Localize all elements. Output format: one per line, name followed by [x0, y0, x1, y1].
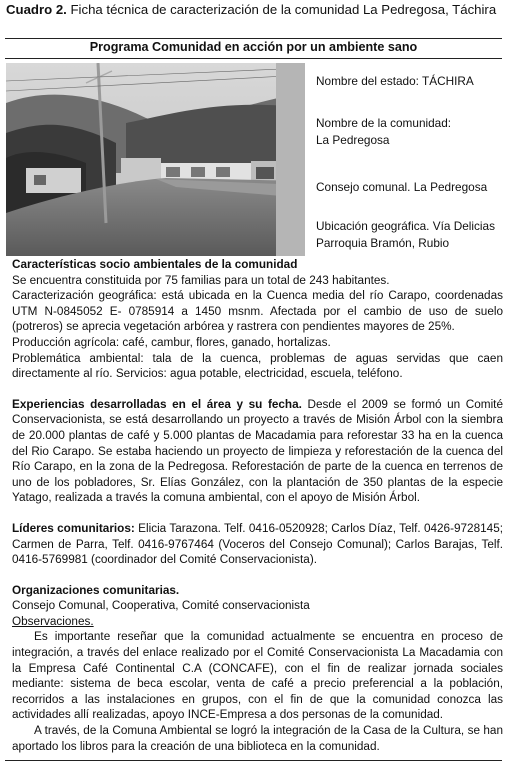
- communal-council: Consejo comunal. La Pedregosa: [316, 180, 488, 194]
- community-name-label: Nombre de la comunidad:: [316, 116, 452, 130]
- experiences-heading: Experiencias desarrolladas en el área y su fecha.: [12, 397, 302, 411]
- socio-geography: Caracterización geográfica: está ubicada en la Cuenca media del río Carapo, coordenadas UTM N-0845052 E- 0785914 a 1450 msnm. Afectada por el cambio de uso de suelo (potreros) se aprecia vegetación arbórea y rastrera con pendientes mayores de 25%.: [12, 289, 503, 334]
- organizations-text: Consejo Comunal, Cooperativa, Comité conservacionista: [12, 599, 310, 613]
- leaders-paragraph: [12, 521, 503, 568]
- state-name: Nombre del estado: TÁCHIRA: [316, 74, 474, 88]
- community-photo: [6, 63, 305, 256]
- socio-population: Se encuentra constituida por 75 familias para un total de 243 habitantes.: [12, 273, 390, 287]
- socio-problems: Problemática ambiental: tala de la cuenca, problemas de aguas servidas que caen directamente al río. Servicios: agua potable, electricidad, escuela, teléfono.: [12, 351, 503, 381]
- organizations-heading: Organizaciones comunitarias.: [12, 583, 180, 597]
- observations-label: Observaciones.: [12, 614, 94, 628]
- observations-paragraph-2: A través, de la Comuna Ambiental se logró la integración de la Casa de la Cultura, se han aportado los libros para la creación de una biblioteca en la comunidad.: [12, 724, 503, 753]
- program-title: Programa Comunidad en acción por un ambiente sano: [89, 40, 418, 54]
- location-line-1: Ubicación geográfica. Vía Delicias: [316, 219, 496, 233]
- experiences-paragraph: [12, 397, 503, 506]
- socio-heading: Características socio ambientales de la comunidad: [12, 258, 298, 271]
- community-name-value: La Pedregosa: [316, 132, 390, 147]
- bottom-rule: [5, 760, 502, 761]
- title-rule: [5, 58, 502, 59]
- caption-label: Cuadro 2.: [6, 2, 67, 17]
- leaders-text: Elicia Tarazona. Telf. 0416-0520928; Carlos Díaz, Telf. 0426-9728145; Carmen de Parra, Telf. 0416-9767464 (Voceros del Consejo Comunal); Carlos Barajas, Telf. 0416-5769981 (coordinador del Comité Conservacionista).: [12, 521, 503, 567]
- leaders-heading: Líderes comunitarios:: [12, 521, 135, 535]
- document-body: [12, 257, 503, 754]
- observations-paragraph-1: Es importante reseñar que la comunidad actualmente se encuentra en proceso de integración, a través del enlace realizado por el Comité Conservacionista La Macadamia con la Empresa Café Continental C.A (CONCAFE), con el fin de realizar jornada sociales mediante: sistema de beca escolar, venta de café a precio preferencial a la población, recorridos a las instalaciones en grupos, con el fin de que la comunidad conozca las actividades allí realizadas, apoyo INCE-Empresa a dos personas de la comunidad.: [12, 630, 503, 722]
- table-caption: [6, 2, 502, 19]
- community-photo-image: [6, 63, 305, 256]
- socio-production: Producción agrícola: café, cambur, flores, ganado, hortalizas.: [12, 335, 331, 349]
- location-line-2: Parroquia Bramón, Rubio: [316, 235, 450, 250]
- caption-text: Ficha técnica de caracterización de la comunidad La Pedregosa, Táchira: [66, 2, 497, 17]
- experiences-text: Desde el 2009 se formó un Comité Conservacionista, se está desarrollando un proyecto a través de Misión Árbol con la siembra de 20.000 plantas de café y 5.000 plantas de Macadamia para reforestar 33 ha en la cuenca del Rio Carapo. Se estaba haciendo un proyecto de limpieza y reforestación de la cuenca del Río Carapo, en la zona de la Pedregosa. Reforestación de parte de la cuenca en terrenos de uno de los pobladores, Sr. Elías González, con la plantación de 350 plantas de la especie Yatago, realizada a través la comuna ambiental, con el apoyo de Misión Árbol.: [12, 397, 503, 505]
